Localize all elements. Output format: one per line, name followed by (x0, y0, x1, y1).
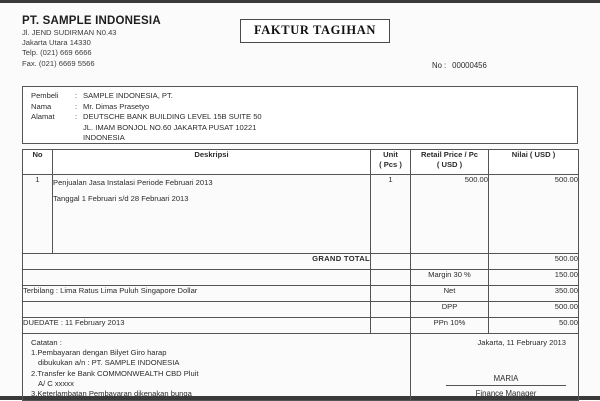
notes-line-2: dibukukan a/n : PT. SAMPLE INDONESIA (38, 358, 180, 368)
buyer-colon-alamat: : (75, 112, 78, 122)
summary-label-ppn: PPn 10% (411, 318, 489, 334)
grand-total-value: 500.00 (489, 254, 579, 270)
summary-value-margin: 150.00 (489, 270, 579, 286)
invoice-table-wrapper (22, 149, 578, 401)
summary-margin-unit-spacer (371, 270, 411, 286)
summary-ppn-unit-spacer (371, 318, 411, 334)
buyer-value-pembeli: SAMPLE INDONESIA, PT. (83, 91, 173, 100)
company-fax: Fax. (021) 6669 5566 (22, 58, 95, 68)
summary-dpp-unit-spacer (371, 302, 411, 318)
grand-total-unit-spacer (371, 254, 411, 270)
summary-row-dpp (23, 302, 579, 318)
invoice-number (432, 61, 487, 70)
summary-label-margin: Margin 30 % (411, 270, 489, 286)
grand-total-row (23, 254, 579, 270)
company-address-line-2: Jakarta Utara 14330 (22, 38, 91, 48)
buyer-row-pembeli (31, 91, 577, 102)
buyer-row-alamat (31, 112, 577, 123)
signature-block (411, 334, 578, 400)
table-row (23, 175, 579, 254)
buyer-value-nama: Mr. Dimas Prasetyo (83, 101, 150, 111)
notes-heading: Catatan : (31, 338, 62, 347)
signature-title: Finance Manager (475, 389, 537, 398)
summary-row-ppn (23, 318, 579, 334)
buyer-label-pembeli: Pembeli (31, 91, 59, 100)
invoice-number-separator: : (443, 61, 447, 70)
notes-cell (23, 334, 411, 401)
grand-total-label: GRAND TOTAL (23, 254, 371, 270)
summary-value-net: 350.00 (489, 286, 579, 302)
column-header-price-line-1: Retail Price / Pc (421, 150, 478, 159)
summary-label-dpp: DPP (411, 302, 489, 318)
company-info (22, 15, 161, 69)
item-description-line-1: Penjualan Jasa Instalasi Periode Februari 2013 (53, 178, 213, 187)
buyer-label-alamat: Alamat (31, 112, 55, 122)
column-header-description: Deskripsi (53, 150, 371, 175)
page-title: FAKTUR TAGIHAN (254, 23, 376, 37)
invoice-table (22, 149, 579, 401)
buyer-colon-nama: : (75, 101, 78, 111)
signature-place-date: Jakarta, 11 February 2013 (477, 338, 566, 347)
notes-line-3: 2.Transfer ke Bank COMMONWEALTH CBD Pluit (31, 368, 199, 378)
column-header-unit (371, 150, 411, 175)
notes-line-1: 1.Pembayaran dengan Bilyet Giro harap (31, 348, 167, 358)
company-phone: Telp. (021) 669 6666 (22, 48, 92, 58)
notes-line-4: A/ C xxxxx (38, 378, 74, 388)
notes-line-5: 3.Keterlambatan Pembayaran dikenakan bunga (31, 389, 192, 399)
footer-row (23, 334, 579, 401)
item-description-line-2: Tanggal 1 Februari s/d 28 Februari 2013 (53, 194, 189, 203)
item-value: 500.00 (489, 175, 579, 254)
summary-dpp-left-spacer (23, 302, 371, 318)
signature-rule (446, 385, 566, 386)
buyer-label-nama: Nama (31, 101, 52, 111)
item-retail-price: 500.00 (411, 175, 489, 254)
buyer-value-alamat: DEUTSCHE BANK BUILDING LEVEL 15B SUITE 50 (83, 112, 262, 122)
signature-cell (411, 334, 579, 401)
summary-label-net: Net (411, 286, 489, 302)
grand-total-price-spacer (411, 254, 489, 270)
summary-row-net (23, 286, 579, 302)
column-header-no: No (23, 150, 53, 175)
column-header-price-line-2: ( USD ) (436, 159, 463, 169)
summary-net-unit-spacer (371, 286, 411, 302)
item-unit: 1 (371, 175, 411, 254)
column-header-unit-line-1: Unit (383, 150, 398, 159)
invoice-page (0, 3, 600, 399)
table-header-row (23, 150, 579, 175)
buyer-details-box (22, 86, 578, 144)
duedate-text: DUEDATE : 11 February 2013 (23, 318, 371, 334)
column-header-retail-price (411, 150, 489, 175)
signature-name: MARIA (493, 374, 519, 383)
summary-value-ppn: 50.00 (489, 318, 579, 334)
buyer-address-line-2: JL. IMAM BONJOL NO.60 JAKARTA PUSAT 10221 (83, 122, 257, 132)
document-header (22, 15, 578, 77)
notes-block (23, 334, 410, 399)
buyer-colon-pembeli: : (75, 91, 78, 100)
buyer-address-line-3: INDONESIA (83, 133, 125, 143)
invoice-number-label: No (432, 61, 442, 70)
summary-margin-left-spacer (23, 270, 371, 286)
item-no: 1 (23, 175, 53, 254)
invoice-number-value: 00000456 (452, 61, 487, 70)
item-description (53, 175, 371, 254)
buyer-row-nama (31, 102, 577, 113)
terbilang-text: Terbilang : Lima Ratus Lima Puluh Singapore Dollar (23, 286, 371, 302)
company-address-line-1: Jl. JEND SUDIRMAN N0.43 (22, 28, 117, 37)
document-title-box (240, 19, 390, 43)
company-name: PT. SAMPLE INDONESIA (22, 15, 161, 27)
column-header-unit-line-2: ( Pcs ) (379, 159, 402, 169)
summary-value-dpp: 500.00 (489, 302, 579, 318)
summary-row-margin (23, 270, 579, 286)
column-header-nilai: Nilai ( USD ) (489, 150, 579, 175)
